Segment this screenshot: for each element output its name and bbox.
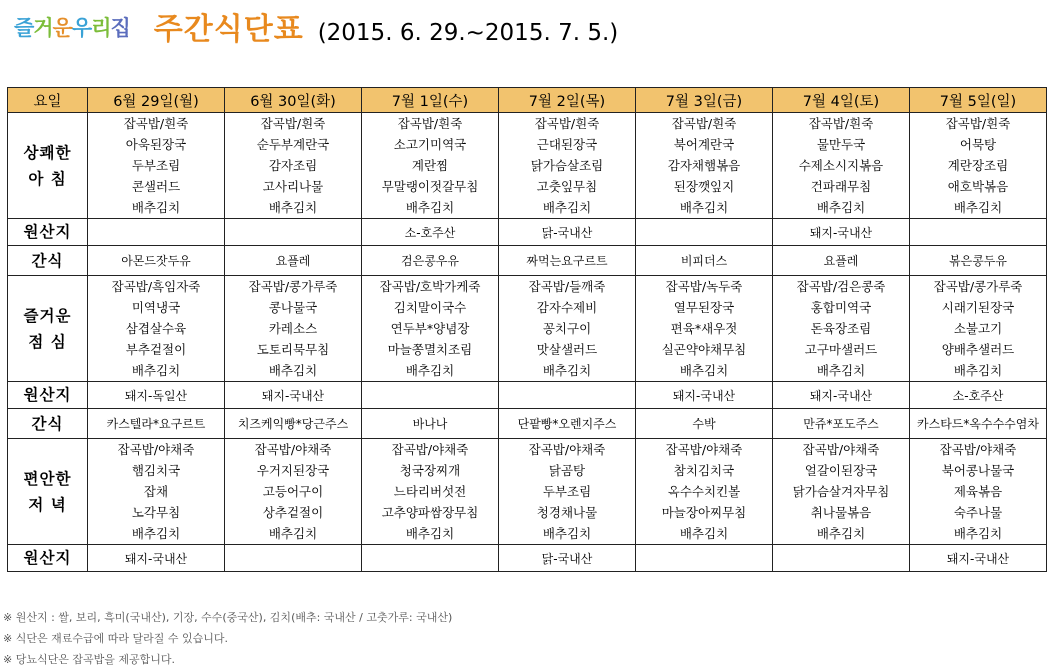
- origin-row: [8, 219, 1047, 246]
- menu-item: 배추김치: [953, 200, 1003, 215]
- snack-cell: 볶은콩두유: [910, 246, 1047, 276]
- origin-cell: [88, 219, 225, 246]
- menu-item: 북어계란국: [673, 137, 735, 152]
- origin-cell: 닭-국내산: [499, 545, 636, 572]
- menu-item: 연두부*양념장: [390, 321, 470, 336]
- menu-item: 배추김치: [816, 526, 866, 541]
- menu-item: 우거지된장국: [256, 463, 330, 478]
- dinner-row: [8, 439, 1047, 545]
- menu-item: 배추김치: [542, 363, 592, 378]
- origin-cell: [225, 545, 362, 572]
- menu-item: 마늘장아찌무침: [661, 505, 747, 520]
- menu-item: 고구마샐러드: [804, 342, 878, 357]
- menu-item: 열무된장국: [673, 300, 735, 315]
- menu-item: 옥수수치킨볼: [667, 484, 741, 499]
- menu-item: 삼겹살수육: [125, 321, 187, 336]
- menu-item: 순두부계란국: [256, 137, 330, 152]
- menu-item: 고사리나물: [262, 179, 324, 194]
- footnote: ※ 식단은 재료수급에 따라 달라질 수 있습니다.: [3, 632, 228, 645]
- menu-item: 돈육장조림: [810, 321, 872, 336]
- menu-item: 배추김치: [268, 526, 318, 541]
- day-header: 7월 5일(일): [910, 88, 1047, 113]
- day-header: 7월 3일(금): [636, 88, 773, 113]
- menu-item: 배추김치: [268, 363, 318, 378]
- day-header: 6월 29일(월): [88, 88, 225, 113]
- menu-item: 소고기미역국: [393, 137, 467, 152]
- menu-item: 수제소시지볶음: [798, 158, 884, 173]
- lunch-menu-cell: [910, 276, 1047, 382]
- menu-item: 고춧잎무침: [536, 179, 598, 194]
- origin-row: [8, 382, 1047, 409]
- origin-cell: [362, 545, 499, 572]
- breakfast-label: 상쾌한 아 침: [8, 113, 88, 219]
- menu-item: 김치말이국수: [393, 300, 467, 315]
- origin-cell: 돼지-국내산: [225, 382, 362, 409]
- menu-item: 계란찜: [411, 158, 449, 173]
- menu-item: 물만두국: [816, 137, 866, 152]
- snack-row: [8, 409, 1047, 439]
- menu-item: 잡곡밥/흰죽: [123, 116, 189, 131]
- menu-item: 애호박볶음: [947, 179, 1009, 194]
- origin-row: [8, 545, 1047, 572]
- dinner-menu-cell: [910, 439, 1047, 545]
- menu-item: 아욱된장국: [125, 137, 187, 152]
- snack-row: [8, 246, 1047, 276]
- menu-item: 잡곡밥/야채죽: [117, 442, 195, 457]
- day-header-row: [8, 88, 1047, 113]
- menu-item: 꽁치구이: [542, 321, 592, 336]
- day-header: 7월 4일(토): [773, 88, 910, 113]
- snack-label: 간식: [8, 246, 88, 276]
- menu-item: 배추김치: [405, 363, 455, 378]
- day-header: 7월 2일(목): [499, 88, 636, 113]
- menu-item: 참치김치국: [673, 463, 735, 478]
- menu-item: 잡곡밥/흰죽: [808, 116, 874, 131]
- menu-item: 감자채햄볶음: [667, 158, 741, 173]
- menu-item: 무말랭이젓갈무침: [381, 179, 479, 194]
- origin-cell: 돼지-국내산: [636, 382, 773, 409]
- menu-item: 양배추샐러드: [941, 342, 1015, 357]
- menu-item: 배추김치: [131, 200, 181, 215]
- menu-item: 잡곡밥/야채죽: [391, 442, 469, 457]
- menu-item: 감자조림: [268, 158, 318, 173]
- menu-item: 콩나물국: [268, 300, 318, 315]
- menu-item: 계란장조림: [947, 158, 1009, 173]
- origin-cell: 소-호주산: [362, 219, 499, 246]
- menu-item: 잡곡밥/검은콩죽: [796, 279, 886, 294]
- lunch-menu-cell: [362, 276, 499, 382]
- menu-item: 잡채: [143, 484, 169, 499]
- lunch-menu-cell: [225, 276, 362, 382]
- menu-item: 편육*새우젓: [670, 321, 738, 336]
- snack-cell: 아몬드잣두유: [88, 246, 225, 276]
- menu-item: 카레소스: [268, 321, 318, 336]
- menu-item: 북어콩나물국: [941, 463, 1015, 478]
- menu-item: 배추김치: [542, 526, 592, 541]
- menu-item: 잡곡밥/콩가루죽: [933, 279, 1023, 294]
- menu-item: 잡곡밥/야채죽: [802, 442, 880, 457]
- menu-item: 소불고기: [953, 321, 1003, 336]
- menu-item: 잡곡밥/야채죽: [254, 442, 332, 457]
- menu-item: 실곤약야채무침: [661, 342, 747, 357]
- menu-item: 잡곡밥/야채죽: [528, 442, 606, 457]
- snack-cell: 요플레: [225, 246, 362, 276]
- menu-item: 배추김치: [405, 200, 455, 215]
- menu-item: 청경채나물: [536, 505, 598, 520]
- snack-cell: 요플레: [773, 246, 910, 276]
- menu-item: 상추겉절이: [262, 505, 324, 520]
- menu-item: 노각무침: [131, 505, 181, 520]
- footnote: ※ 당뇨식단은 잡곡밥을 제공합니다.: [3, 653, 175, 666]
- menu-item: 배추김치: [679, 526, 729, 541]
- menu-item: 두부조림: [542, 484, 592, 499]
- menu-item: 청국장찌개: [399, 463, 461, 478]
- menu-item: 잡곡밥/녹두죽: [665, 279, 743, 294]
- menu-item: 배추김치: [131, 363, 181, 378]
- origin-cell: 돼지-국내산: [910, 545, 1047, 572]
- origin-cell: 닭-국내산: [499, 219, 636, 246]
- snack-cell: 짜먹는요구르트: [499, 246, 636, 276]
- weekly-menu-table: [7, 87, 1047, 572]
- menu-item: 마늘쫑멸치조림: [387, 342, 473, 357]
- origin-cell: [362, 382, 499, 409]
- menu-item: 취나물볶음: [810, 505, 872, 520]
- menu-item: 두부조림: [131, 158, 181, 173]
- breakfast-menu-cell: [636, 113, 773, 219]
- dinner-menu-cell: [773, 439, 910, 545]
- origin-label: 원산지: [8, 382, 88, 409]
- day-header: 7월 1일(수): [362, 88, 499, 113]
- menu-item: 된장깻잎지: [673, 179, 735, 194]
- menu-item: 배추김치: [953, 526, 1003, 541]
- menu-item: 숙주나물: [953, 505, 1003, 520]
- breakfast-menu-cell: [225, 113, 362, 219]
- snack-cell: 검은콩우유: [362, 246, 499, 276]
- snack-cell: 바나나: [362, 409, 499, 439]
- lunch-menu-cell: [88, 276, 225, 382]
- menu-item: 배추김치: [542, 200, 592, 215]
- origin-cell: [636, 545, 773, 572]
- logo: 즐거운우리집: [14, 16, 130, 40]
- menu-item: 닭가슴살겨자무침: [792, 484, 890, 499]
- snack-cell: 치즈케익빵*당근주스: [225, 409, 362, 439]
- origin-label: 원산지: [8, 545, 88, 572]
- menu-item: 건파래무침: [810, 179, 872, 194]
- snack-cell: 수박: [636, 409, 773, 439]
- menu-item: 햄김치국: [131, 463, 181, 478]
- breakfast-menu-cell: [88, 113, 225, 219]
- breakfast-menu-cell: [499, 113, 636, 219]
- menu-item: 잡곡밥/흰죽: [671, 116, 737, 131]
- origin-cell: 돼지-독일산: [88, 382, 225, 409]
- menu-item: 배추김치: [816, 200, 866, 215]
- dinner-menu-cell: [499, 439, 636, 545]
- menu-item: 배추김치: [268, 200, 318, 215]
- origin-cell: 돼지-국내산: [773, 219, 910, 246]
- origin-cell: 돼지-국내산: [773, 382, 910, 409]
- menu-item: 부추겉절이: [125, 342, 187, 357]
- menu-item: 제육볶음: [953, 484, 1003, 499]
- menu-item: 배추김치: [131, 526, 181, 541]
- menu-item: 잡곡밥/호박가케죽: [379, 279, 481, 294]
- menu-item: 잡곡밥/콩가루죽: [248, 279, 338, 294]
- lunch-label: 즐거운 점 심: [8, 276, 88, 382]
- dinner-label: 편안한 저 녁: [8, 439, 88, 545]
- origin-label: 원산지: [8, 219, 88, 246]
- snack-cell: 단팥빵*오렌지주스: [499, 409, 636, 439]
- lunch-row: [8, 276, 1047, 382]
- origin-cell: 돼지-국내산: [88, 545, 225, 572]
- menu-item: 잡곡밥/흰죽: [945, 116, 1011, 131]
- origin-cell: [910, 219, 1047, 246]
- menu-item: 맛살샐러드: [536, 342, 598, 357]
- menu-item: 고등어구이: [262, 484, 324, 499]
- snack-label: 간식: [8, 409, 88, 439]
- menu-item: 잡곡밥/흰죽: [260, 116, 326, 131]
- dinner-menu-cell: [362, 439, 499, 545]
- dinner-menu-cell: [88, 439, 225, 545]
- breakfast-menu-cell: [362, 113, 499, 219]
- menu-item: 닭가슴살조림: [530, 158, 604, 173]
- breakfast-menu-cell: [773, 113, 910, 219]
- menu-item: 느타리버섯전: [393, 484, 467, 499]
- menu-item: 잡곡밥/흰죽: [534, 116, 600, 131]
- menu-item: 도토리묵무침: [256, 342, 330, 357]
- day-header: 6월 30일(화): [225, 88, 362, 113]
- weekday-header: 요일: [8, 88, 88, 113]
- breakfast-menu-cell: [910, 113, 1047, 219]
- menu-item: 잡곡밥/야채죽: [665, 442, 743, 457]
- snack-cell: 카스타드*옥수수수염차: [910, 409, 1047, 439]
- menu-item: 배추김치: [679, 363, 729, 378]
- menu-item: 감자수제비: [536, 300, 598, 315]
- menu-item: 어묵탕: [959, 137, 997, 152]
- origin-cell: [773, 545, 910, 572]
- snack-cell: 카스텔라*요구르트: [88, 409, 225, 439]
- menu-item: 닭곰탕: [548, 463, 586, 478]
- snack-cell: 비피더스: [636, 246, 773, 276]
- dinner-menu-cell: [636, 439, 773, 545]
- menu-item: 근대된장국: [536, 137, 598, 152]
- menu-item: 잡곡밥/야채죽: [939, 442, 1017, 457]
- breakfast-row: [8, 113, 1047, 219]
- date-range: (2015. 6. 29.~2015. 7. 5.): [317, 20, 619, 46]
- lunch-menu-cell: [773, 276, 910, 382]
- origin-cell: 소-호주산: [910, 382, 1047, 409]
- footnote: ※ 원산지 : 쌀, 보리, 흑미(국내산), 기장, 수수(중국산), 김치(배추: 국내산 / 고춧가루: 국내산): [3, 611, 453, 624]
- menu-item: 배추김치: [953, 363, 1003, 378]
- origin-cell: [636, 219, 773, 246]
- menu-item: 잡곡밥/흰죽: [397, 116, 463, 131]
- lunch-menu-cell: [499, 276, 636, 382]
- menu-item: 시래기된장국: [941, 300, 1015, 315]
- snack-cell: 만쥬*포도주스: [773, 409, 910, 439]
- menu-item: 잡곡밥/흑임자죽: [111, 279, 201, 294]
- menu-item: 고추양파쌈장무침: [381, 505, 479, 520]
- dinner-menu-cell: [225, 439, 362, 545]
- page-title: 주간식단표: [153, 12, 304, 47]
- menu-item: 잡곡밥/들깨죽: [528, 279, 606, 294]
- menu-item: 배추김치: [405, 526, 455, 541]
- menu-item: 미역냉국: [131, 300, 181, 315]
- footnotes: [3, 607, 452, 670]
- menu-item: 콘샐러드: [131, 179, 181, 194]
- origin-cell: [225, 219, 362, 246]
- menu-item: 얼갈이된장국: [804, 463, 878, 478]
- lunch-menu-cell: [636, 276, 773, 382]
- page-header: [14, 8, 618, 48]
- origin-cell: [499, 382, 636, 409]
- menu-item: 배추김치: [679, 200, 729, 215]
- menu-item: 홍합미역국: [810, 300, 872, 315]
- menu-item: 배추김치: [816, 363, 866, 378]
